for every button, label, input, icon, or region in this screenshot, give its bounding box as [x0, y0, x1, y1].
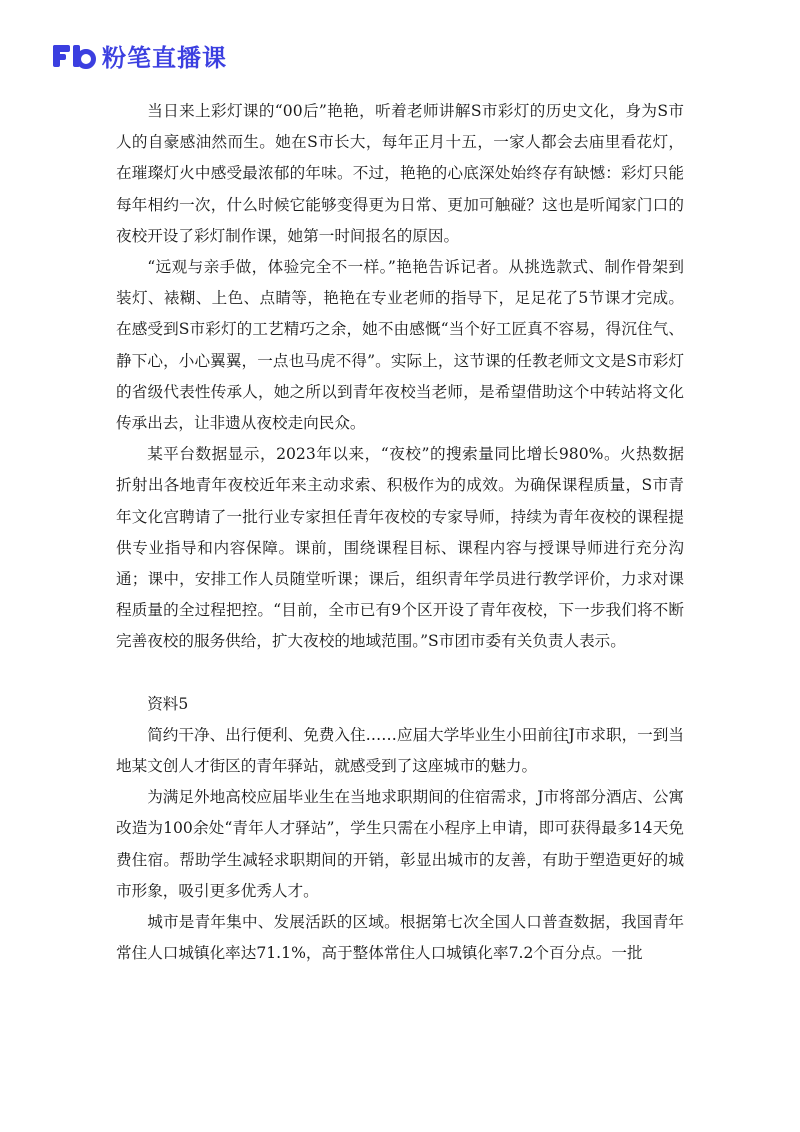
paragraph: 城市是青年集中、发展活跃的区域。根据第七次全国人口普查数据，我国青年常住人口城镇化率达71.1%，高于整体常住人口城镇化率7.2个百分点。一批 — [116, 913, 684, 963]
brand-name: 粉笔直播课 — [102, 44, 227, 72]
paragraph: 某平台数据显示，2023年以来，“夜校”的搜索量同比增长980%。火热数据折射出各地青年夜校近年来主动求索、积极作为的成效。为确保课程质量，S市青年文化宫聘请了一批行业专家担任青年夜校的专家导师，持续为青年夜校的课程提供专业指导和内容保障。课前，围绕课程目标、课程内容与授课导师进行充分沟通；课中，安排工作人员随堂听课；课后，组织青年学员进行教学评价，力求对课程质量的全过程把控。“目前，全市已有9个区开设了青年夜校，下一步我们将不断完善夜校的服务供给，扩大夜校的地域范围。”S市团市委有关负责人表示。 — [116, 445, 684, 651]
paragraph: 当日来上彩灯课的“00后”艳艳，听着老师讲解S市彩灯的历史文化，身为S市人的自豪感油然而生。她在S市长大，每年正月十五，一家人都会去庙里看花灯，在璀璨灯火中感受最浓郁的年味。不过，艳艳的心底深处始终存有缺憾：彩灯只能每年相约一次，什么时候它能够变得更为日常、更加可触碰？这也是听闻家门口的夜校开设了彩灯制作课，她第一时间报名的原因。 — [116, 102, 684, 245]
article-body — [116, 96, 684, 969]
paragraph: “远观与亲手做，体验完全不一样。”艳艳告诉记者。从挑选款式、制作骨架到装灯、裱糊、上色、点睛等，艳艳在专业老师的指导下，足足花了5节课才完成。在感受到S市彩灯的工艺精巧之余，她不由感慨“当个好工匠真不容易，得沉住气、静下心，小心翼翼，一点也马虎不得”。实际上，这节课的任教老师文文是S市彩灯的省级代表性传承人，她之所以到青年夜校当老师，是希望借助这个中转站将文化传承出去，让非遗从夜校走向民众。 — [116, 258, 684, 433]
paragraph: 为满足外地高校应届毕业生在当地求职期间的住宿需求，J市将部分酒店、公寓改造为100余处“青年人才驿站”，学生只需在小程序上申请，即可获得最多14天免费住宿。帮助学生减轻求职期间的开销，彰显出城市的友善，有助于塑造更好的城市形象，吸引更多优秀人才。 — [116, 788, 684, 900]
brand-header — [52, 38, 227, 73]
section-heading: 资料5 — [147, 694, 189, 713]
fenbi-logo-icon — [52, 42, 96, 70]
paragraph: 简约干净、出行便利、免费入住……应届大学毕业生小田前往J市求职，一到当地某文创人才街区的青年驿站，就感受到了这座城市的魅力。 — [116, 725, 684, 776]
